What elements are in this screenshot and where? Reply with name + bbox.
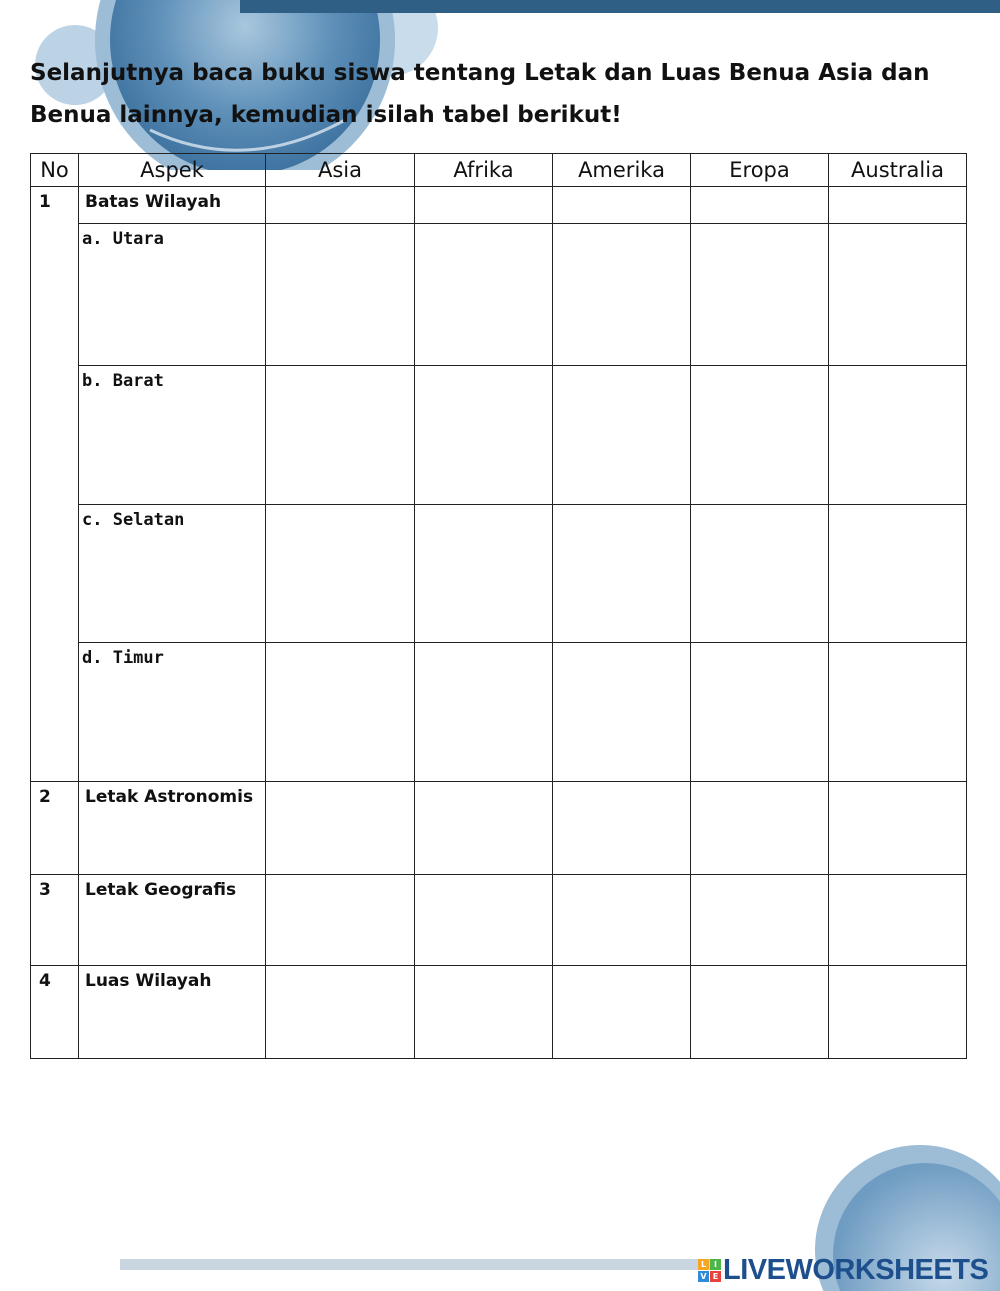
bottom-bar [120, 1259, 720, 1270]
aspek-cell [79, 643, 266, 782]
answer-cell-amerika[interactable] [553, 875, 691, 966]
answer-cell-eropa[interactable] [691, 643, 829, 782]
instruction-line-1: Selanjutnya baca buku siswa tentang Letak dan Luas Benua Asia dan [30, 60, 930, 86]
liveworksheets-logo[interactable] [698, 1254, 988, 1287]
logo-letter: L [698, 1259, 709, 1270]
answer-cell-asia[interactable] [266, 224, 415, 366]
row-no: 1 [39, 192, 51, 212]
answer-cell-eropa[interactable] [691, 187, 829, 224]
aspek-cell [79, 966, 266, 1059]
answer-cell-asia[interactable] [266, 505, 415, 643]
table-row [31, 224, 967, 366]
row-no-cell [31, 187, 79, 782]
answer-cell-australia[interactable] [829, 366, 967, 505]
answer-cell-eropa[interactable] [691, 782, 829, 875]
aspek-cell [79, 505, 266, 643]
answer-cell-afrika[interactable] [415, 643, 553, 782]
aspek-label: Batas Wilayah [85, 192, 222, 212]
aspek-cell [79, 187, 266, 224]
answer-cell-asia[interactable] [266, 366, 415, 505]
answer-cell-asia[interactable] [266, 643, 415, 782]
table-row [31, 187, 967, 224]
row-no-cell [31, 782, 79, 875]
aspek-sub-label: c. Selatan [82, 510, 185, 530]
aspek-sub-label: d. Timur [82, 648, 164, 668]
table-row [31, 875, 967, 966]
logo-letter: E [710, 1271, 721, 1282]
instruction-line-2: Benua lainnya, kemudian isilah tabel berikut! [30, 102, 622, 128]
answer-cell-asia[interactable] [266, 875, 415, 966]
answer-cell-afrika[interactable] [415, 782, 553, 875]
table-row [31, 966, 967, 1059]
logo-text: LIVEWORKSHEETS [723, 1254, 989, 1286]
table-row [31, 782, 967, 875]
answer-cell-australia[interactable] [829, 505, 967, 643]
header-eropa: Eropa [691, 154, 829, 187]
aspek-label: Letak Geografis [85, 880, 237, 900]
aspek-sub-label: a. Utara [82, 229, 164, 249]
instruction [30, 52, 970, 136]
logo-letter: V [698, 1271, 709, 1282]
answer-cell-afrika[interactable] [415, 224, 553, 366]
header-aspek: Aspek [79, 154, 266, 187]
answer-cell-amerika[interactable] [553, 505, 691, 643]
answer-cell-eropa[interactable] [691, 875, 829, 966]
aspek-sub-label: b. Barat [82, 371, 164, 391]
logo-letter: I [710, 1259, 721, 1270]
answer-cell-afrika[interactable] [415, 187, 553, 224]
answer-cell-afrika[interactable] [415, 366, 553, 505]
answer-cell-asia[interactable] [266, 966, 415, 1059]
table-row [31, 505, 967, 643]
aspek-cell [79, 224, 266, 366]
aspek-cell [79, 782, 266, 875]
top-bar [240, 0, 1000, 13]
answer-cell-asia[interactable] [266, 187, 415, 224]
row-no: 2 [39, 787, 51, 807]
answer-cell-asia[interactable] [266, 782, 415, 875]
aspek-label: Luas Wilayah [85, 971, 212, 991]
answer-cell-eropa[interactable] [691, 966, 829, 1059]
answer-cell-amerika[interactable] [553, 643, 691, 782]
answer-cell-amerika[interactable] [553, 224, 691, 366]
header-afrika: Afrika [415, 154, 553, 187]
header-amerika: Amerika [553, 154, 691, 187]
row-no-cell [31, 966, 79, 1059]
table-row [31, 643, 967, 782]
answer-cell-australia[interactable] [829, 224, 967, 366]
answer-cell-australia[interactable] [829, 643, 967, 782]
answer-cell-eropa[interactable] [691, 366, 829, 505]
answer-cell-afrika[interactable] [415, 966, 553, 1059]
answer-cell-amerika[interactable] [553, 782, 691, 875]
header-australia: Australia [829, 154, 967, 187]
answer-cell-afrika[interactable] [415, 875, 553, 966]
answer-cell-eropa[interactable] [691, 505, 829, 643]
row-no: 3 [39, 880, 51, 900]
answer-cell-afrika[interactable] [415, 505, 553, 643]
row-no: 4 [39, 971, 51, 991]
answer-cell-australia[interactable] [829, 875, 967, 966]
logo-icon [698, 1259, 721, 1282]
answer-cell-australia[interactable] [829, 187, 967, 224]
aspek-cell [79, 875, 266, 966]
answer-cell-amerika[interactable] [553, 366, 691, 505]
answer-cell-amerika[interactable] [553, 966, 691, 1059]
row-no-cell [31, 875, 79, 966]
aspek-label: Letak Astronomis [85, 787, 254, 807]
answer-cell-australia[interactable] [829, 782, 967, 875]
header-no: No [31, 154, 79, 187]
header-row [31, 154, 967, 187]
aspek-cell [79, 366, 266, 505]
answer-cell-australia[interactable] [829, 966, 967, 1059]
table-row [31, 366, 967, 505]
continent-table [30, 153, 967, 1059]
answer-cell-amerika[interactable] [553, 187, 691, 224]
header-asia: Asia [266, 154, 415, 187]
answer-cell-eropa[interactable] [691, 224, 829, 366]
